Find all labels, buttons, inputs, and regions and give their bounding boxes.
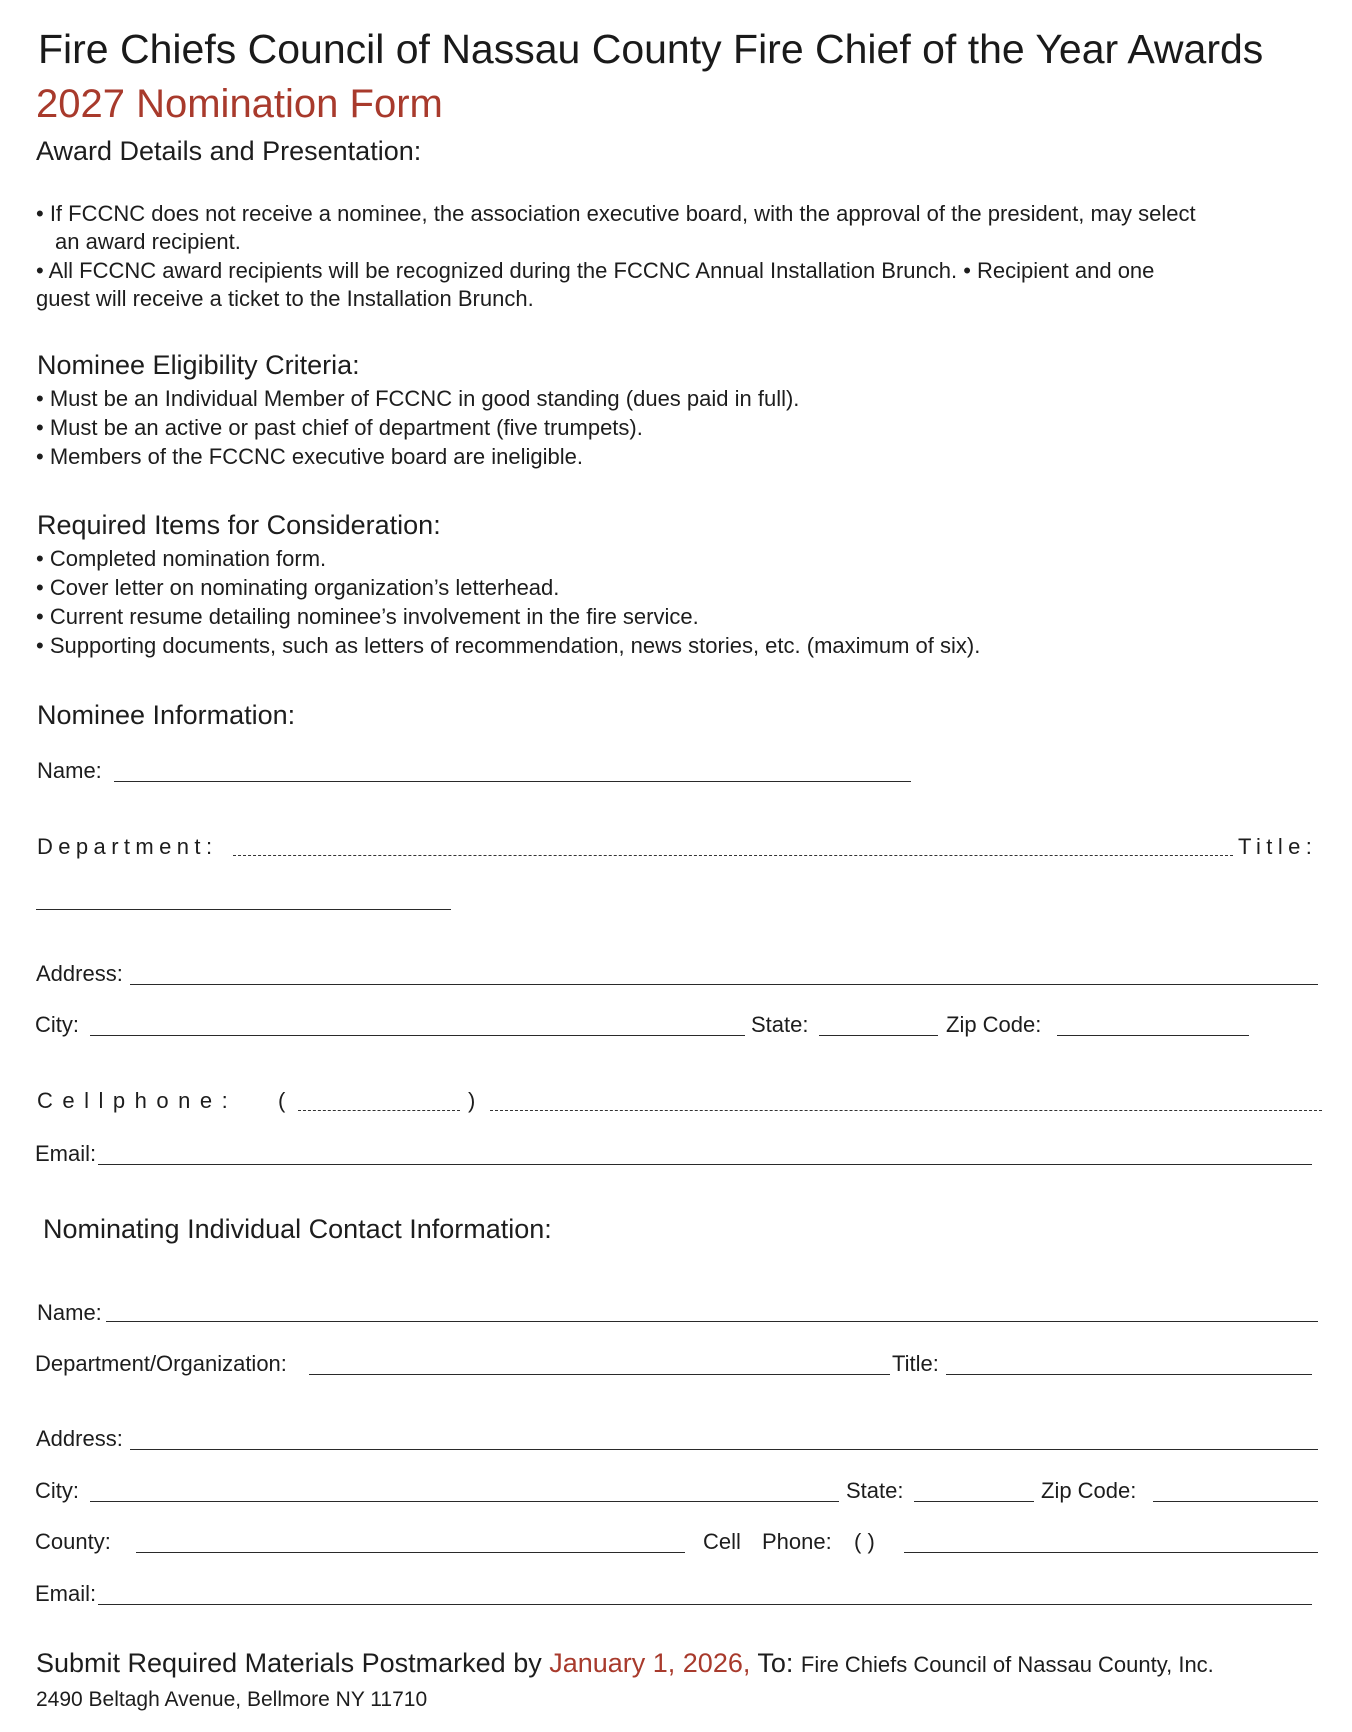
nominee-department-field[interactable] — [233, 855, 1233, 856]
required-item: • Completed nomination form. — [36, 546, 327, 571]
submit-text: Submit Required Materials Postmarked by — [36, 1648, 550, 1678]
nominee-title-field[interactable] — [36, 909, 451, 910]
nominator-zip-label: Zip Code: — [1041, 1478, 1137, 1503]
nominator-title-label: Title: — [892, 1351, 939, 1376]
form-subtitle: 2027 Nomination Form — [36, 82, 443, 126]
nominator-address-field[interactable] — [130, 1449, 1318, 1450]
deadline-date: January 1, 2026, — [549, 1648, 751, 1678]
nominator-zip-field[interactable] — [1153, 1501, 1318, 1502]
eligibility-item: • Members of the FCCNC executive board are ineligible. — [36, 444, 583, 469]
nominee-cellphone-field[interactable] — [490, 1110, 1322, 1111]
eligibility-heading: Nominee Eligibility Criteria: — [37, 350, 360, 380]
nominee-name-field[interactable] — [114, 781, 911, 782]
award-bullet-2-line-2: guest will receive a ticket to the Installation Brunch. — [36, 286, 534, 311]
nominator-email-label: Email: — [35, 1581, 97, 1606]
nominee-state-label: State: — [751, 1012, 809, 1037]
nominator-department-field[interactable] — [309, 1374, 890, 1375]
nominee-info-heading: Nominee Information: — [37, 700, 296, 730]
nominee-state-field[interactable] — [819, 1035, 938, 1036]
nominator-address-label: Address: — [36, 1426, 123, 1451]
nominee-address-field[interactable] — [130, 984, 1318, 985]
nominee-name-label: Name: — [37, 758, 102, 783]
submission-instructions — [36, 1648, 1214, 1679]
nominator-name-field[interactable] — [106, 1321, 1318, 1322]
nominator-cell-label: Cell — [703, 1529, 741, 1554]
nominator-title-field[interactable] — [946, 1374, 1312, 1375]
required-item: • Supporting documents, such as letters of recommendation, news stories, etc. (maximum of six). — [36, 633, 981, 658]
eligibility-item: • Must be an Individual Member of FCCNC in good standing (dues paid in full). — [36, 386, 800, 411]
nominee-city-label: City: — [35, 1012, 79, 1037]
award-bullet-2-line-1: • All FCCNC award recipients will be recognized during the FCCNC Annual Installation Brunch. • Recipient and one — [36, 258, 1155, 283]
nominator-area-code-parens[interactable]: ( ) — [854, 1529, 875, 1554]
required-item: • Cover letter on nominating organization’s letterhead. — [36, 575, 560, 600]
to-text: To: — [750, 1648, 801, 1678]
nominee-cellphone-label: Cellphone: — [37, 1088, 238, 1113]
nominator-county-field[interactable] — [136, 1552, 685, 1553]
nominator-city-label: City: — [35, 1478, 79, 1503]
nominator-state-field[interactable] — [914, 1501, 1034, 1502]
nominee-email-field[interactable] — [98, 1164, 1312, 1165]
award-bullet-1-line-2: an award recipient. — [55, 229, 241, 254]
nominee-title-label: Title: — [1238, 834, 1318, 859]
nominee-area-code-close-paren: ) — [468, 1088, 481, 1113]
nominee-address-label: Address: — [36, 961, 123, 986]
nominee-area-code-field[interactable] — [298, 1110, 460, 1111]
nominator-email-field[interactable] — [98, 1604, 1312, 1605]
nominator-department-label: Department/Organization: — [35, 1351, 287, 1376]
nominator-county-label: County: — [35, 1529, 111, 1554]
form-title: Fire Chiefs Council of Nassau County Fire Chief of the Year Awards — [38, 26, 1264, 72]
award-bullet-1-line-1: • If FCCNC does not receive a nominee, the association executive board, with the approval of the president, may select — [36, 201, 1196, 226]
required-items-heading: Required Items for Consideration: — [37, 510, 441, 540]
award-details-heading: Award Details and Presentation: — [36, 136, 422, 166]
nominator-phone-label: Phone: — [762, 1529, 832, 1554]
nominator-name-label: Name: — [37, 1300, 102, 1325]
nominee-zip-field[interactable] — [1057, 1035, 1249, 1036]
nominee-zip-label: Zip Code: — [946, 1012, 1042, 1037]
nominee-email-label: Email: — [35, 1141, 97, 1166]
organization-name: Fire Chiefs Council of Nassau County, Inc. — [800, 1652, 1214, 1677]
nominee-department-label: Department: — [37, 834, 218, 859]
organization-address: 2490 Beltagh Avenue, Bellmore NY 11710 — [36, 1688, 428, 1711]
required-item: • Current resume detailing nominee’s involvement in the fire service. — [36, 604, 699, 629]
nominator-phone-field[interactable] — [904, 1552, 1318, 1553]
eligibility-item: • Must be an active or past chief of department (five trumpets). — [36, 415, 643, 440]
nominee-city-field[interactable] — [90, 1035, 745, 1036]
nominator-info-heading: Nominating Individual Contact Information: — [43, 1214, 552, 1244]
nominator-state-label: State: — [846, 1478, 904, 1503]
nominee-area-code-open-paren: ( — [278, 1088, 291, 1113]
nominator-city-field[interactable] — [90, 1501, 839, 1502]
